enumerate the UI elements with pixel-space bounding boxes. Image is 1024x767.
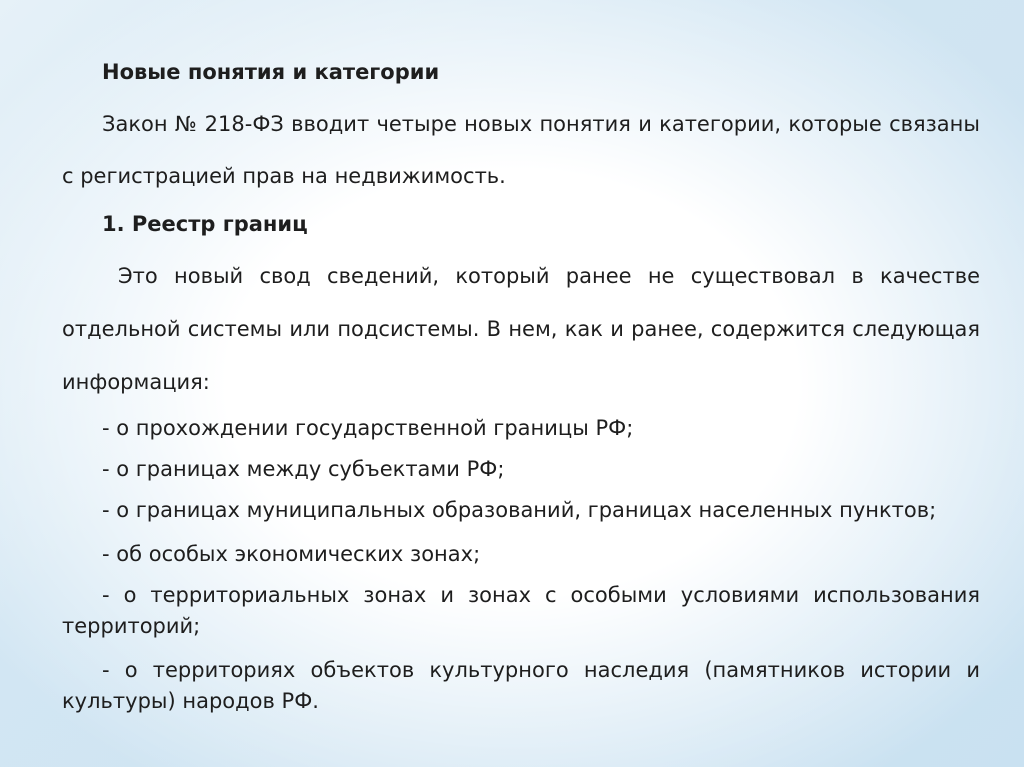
list-item: - о границах между субъектами РФ; bbox=[102, 457, 505, 481]
slide-content bbox=[62, 52, 980, 730]
list-item: - об особых экономических зонах; bbox=[102, 542, 481, 566]
intro-paragraph: Закон № 218-ФЗ вводит четыре новых понятия и категории, которые связаны с регистрацией прав на недвижимость. bbox=[62, 112, 980, 188]
list-item: - о территориальных зонах и зонах с особыми условиями использования территорий; bbox=[62, 583, 980, 638]
list-item: - о границах муниципальных образований, границах населенных пунктов; bbox=[102, 498, 937, 522]
list-item: - о прохождении государственной границы РФ; bbox=[102, 416, 634, 440]
section-title: 1. Реестр границ bbox=[102, 212, 308, 236]
section-paragraph: Это новый свод сведений, который ранее не существовал в качестве отдельной системы или подсистемы. В нем, как и ранее, содержится следующая информация: bbox=[62, 264, 980, 394]
info-list bbox=[62, 413, 980, 717]
list-item: - о территориях объектов культурного наследия (памятников истории и культуры) народов РФ. bbox=[62, 658, 980, 713]
slide-title: Новые понятия и категории bbox=[102, 60, 440, 84]
